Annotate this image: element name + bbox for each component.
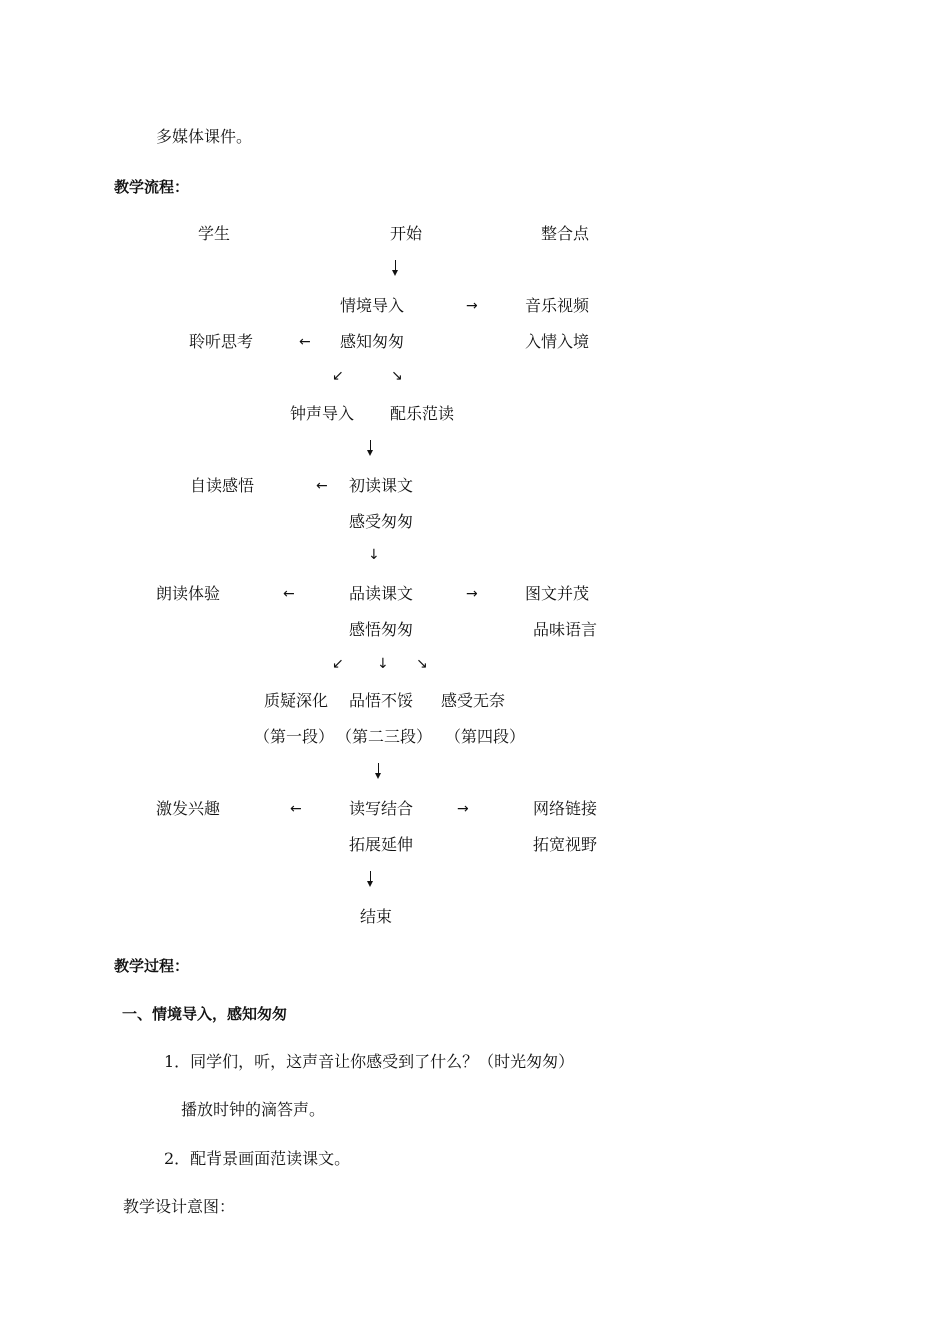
- stage2-title: 初读课文: [349, 476, 414, 495]
- stage3-subtitle: 感悟匆匆: [349, 620, 414, 639]
- down-arrow-line-2: [370, 440, 371, 450]
- process-heading: 教学过程：: [114, 957, 190, 975]
- stage4-subtitle: 拓展延伸: [349, 835, 414, 854]
- down-arrow-line-4: [370, 871, 371, 881]
- down-right-arrow-icon: ↘: [416, 656, 428, 672]
- left-arrow-icon: ←: [299, 334, 311, 350]
- stage4-title: 读写结合: [349, 799, 414, 818]
- left-arrow-icon: ←: [316, 478, 328, 494]
- left-arrow-icon: ←: [290, 801, 302, 817]
- down-arrow-head-3: [375, 773, 381, 779]
- design-intent-label: 教学设计意图：: [123, 1197, 236, 1216]
- stage4-left: 激发兴趣: [156, 799, 221, 818]
- section1-heading: 一、情境导入，感知匆匆: [122, 1005, 288, 1023]
- down-arrow-icon: ↓: [368, 547, 380, 563]
- down-left-arrow-icon: ↙: [332, 368, 344, 384]
- materials-text: 多媒体课件。: [156, 127, 253, 146]
- stage1-branch-right: 配乐范读: [390, 404, 455, 423]
- flow-end: 结束: [360, 907, 393, 926]
- stage3-right-2: 品味语言: [533, 620, 598, 639]
- stage3-para-2: （第二三段）: [336, 727, 433, 746]
- stage3-sub-3: 感受无奈: [441, 691, 506, 710]
- col-student: 学生: [198, 224, 231, 243]
- right-arrow-icon: →: [466, 298, 478, 314]
- down-arrow-line-3: [378, 763, 379, 773]
- down-left-arrow-icon: ↙: [332, 656, 344, 672]
- right-arrow-icon: →: [466, 586, 478, 602]
- item2-text: 2．配背景画面范读课文。: [164, 1149, 351, 1168]
- down-arrow-line-1: [395, 260, 396, 270]
- down-arrow-icon: ↓: [377, 656, 389, 672]
- item1-note: 播放时钟的滴答声。: [181, 1100, 326, 1119]
- stage1-subtitle: 感知匆匆: [340, 332, 405, 351]
- stage3-title: 品读课文: [349, 584, 414, 603]
- stage3-sub-2: 品悟不馁: [349, 691, 414, 710]
- stage3-para-3: （第四段）: [445, 727, 526, 746]
- down-arrow-head-2: [367, 450, 373, 456]
- stage3-left: 朗读体验: [156, 584, 221, 603]
- stage1-right-2: 入情入境: [525, 332, 590, 351]
- col-integration: 整合点: [541, 224, 590, 243]
- down-arrow-head-4: [367, 881, 373, 887]
- stage3-para-1: （第一段）: [254, 727, 335, 746]
- flow-heading: 教学流程：: [114, 178, 190, 196]
- down-arrow-head-1: [392, 270, 398, 276]
- col-start: 开始: [390, 224, 423, 243]
- stage1-right-1: 音乐视频: [525, 296, 590, 315]
- stage2-subtitle: 感受匆匆: [349, 512, 414, 531]
- stage2-left: 自读感悟: [190, 476, 255, 495]
- left-arrow-icon: ←: [283, 586, 295, 602]
- stage1-title: 情境导入: [340, 296, 405, 315]
- stage4-right-2: 拓宽视野: [533, 835, 598, 854]
- item1-text: 1．同学们，听，这声音让你感受到了什么？（时光匆匆）: [164, 1052, 575, 1071]
- stage1-branch-left: 钟声导入: [290, 404, 355, 423]
- stage3-sub-1: 质疑深化: [264, 691, 329, 710]
- stage1-left: 聆听思考: [189, 332, 254, 351]
- right-arrow-icon: →: [457, 801, 469, 817]
- down-right-arrow-icon: ↘: [391, 368, 403, 384]
- stage4-right-1: 网络链接: [533, 799, 598, 818]
- stage3-right-1: 图文并茂: [525, 584, 590, 603]
